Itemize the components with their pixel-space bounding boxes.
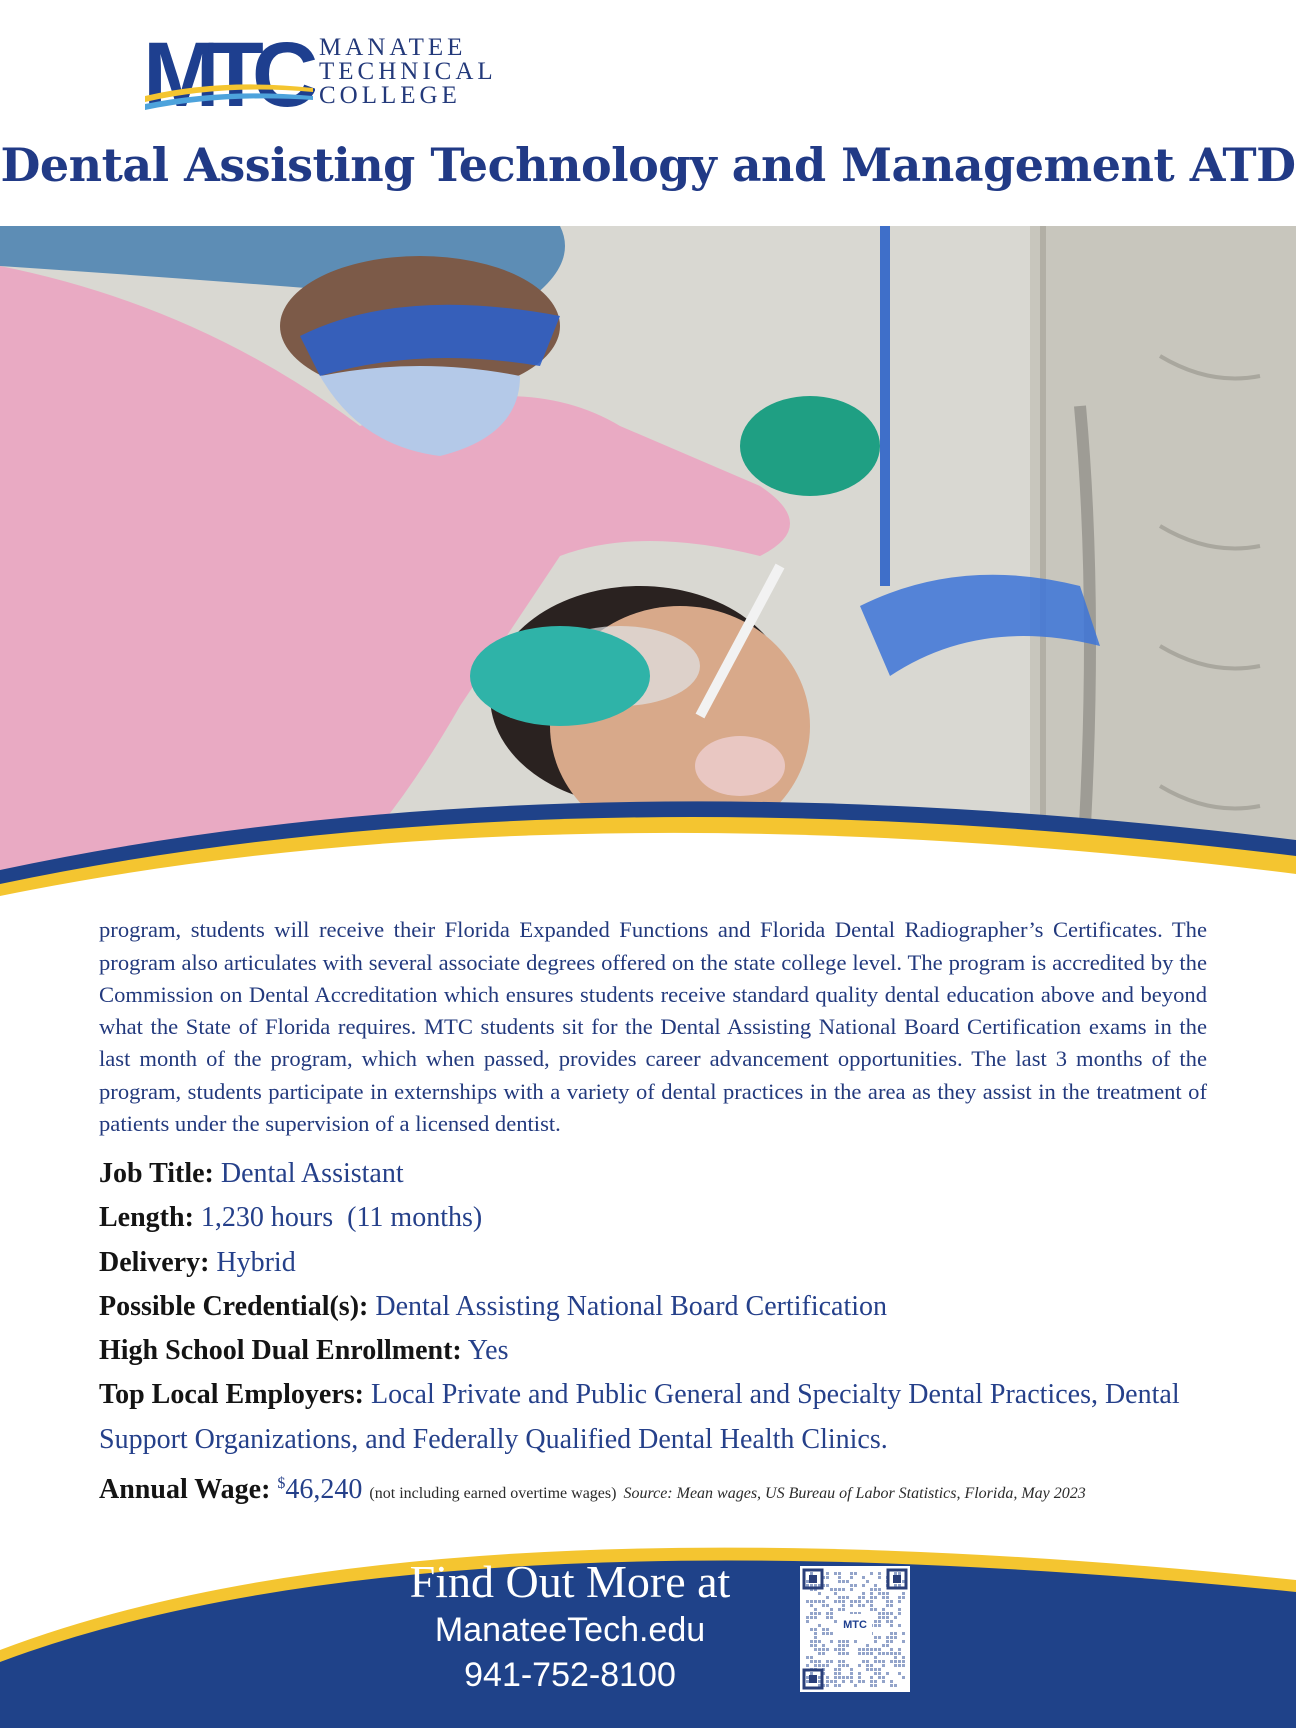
logo-word-2: TECHNICAL (319, 58, 497, 85)
fact-value: Hybrid (216, 1246, 296, 1278)
website-link[interactable]: ManateeTech.edu (434, 1611, 706, 1649)
fact-delivery (99, 1241, 1219, 1285)
fact-employers (99, 1373, 1219, 1462)
mtc-logo (143, 34, 503, 114)
logo-wordmark (319, 36, 509, 108)
page-title: Dental Assisting Technology and Management ATD (0, 138, 1296, 192)
fact-value: 1,230 hours (11 months) (200, 1202, 483, 1234)
fact-label: Length: (99, 1202, 194, 1234)
fact-label: High School Dual Enrollment: (99, 1335, 462, 1367)
phone-number[interactable]: 941-752-8100 (464, 1656, 676, 1694)
program-facts (99, 1152, 1219, 1516)
fact-value: Local Private and Public General and Specialty Dental Practices, Dental Support Organizations, and Federally Qualified Dental Health Clinics. (99, 1379, 1180, 1455)
fact-value: Dental Assistant (220, 1158, 404, 1189)
logo-word-3: COLLEGE (319, 82, 461, 109)
photo-curve (0, 780, 1296, 910)
fact-dual-enrollment (99, 1329, 1219, 1373)
wage-note: (not including earned overtime wages) (369, 1485, 617, 1503)
contact-block (380, 1556, 760, 1698)
logo-word-1: MANATEE (319, 34, 467, 61)
fact-label: Possible Credential(s): (99, 1290, 369, 1322)
fact-value: Yes (467, 1335, 509, 1367)
fact-label: Annual Wage: (99, 1474, 271, 1506)
fact-credential (99, 1285, 1219, 1329)
fact-length (99, 1196, 1219, 1240)
fact-value: 46,240 (285, 1474, 363, 1506)
wage-source: Source: Mean wages, US Bureau of Labor Statistics, Florida, May 2023 (623, 1485, 1086, 1503)
fact-label: Job Title: (99, 1158, 214, 1189)
mtc-logo-mark (143, 34, 315, 110)
program-description: program, students will receive their Florida Expanded Functions and Florida Dental Radiographer’s Certificates. The program also articulates with several associate degrees offered on the state college level. The program is accredited by the Commission on Dental Accreditation which ensures students receive standard quality dental education above and beyond what the State of Florida requires. MTC students sit for the Dental Assisting National Board Certification exams in the last month of the program, which when passed, provides career advancement opportunities. The last 3 months of the program, students participate in externships with a variety of dental practices in the area as they assist in the treatment of patients under the supervision of a licensed dentist. (99, 917, 1207, 1137)
fact-value: Dental Assisting National Board Certification (375, 1290, 888, 1322)
cta-headline: Find Out More at (409, 1556, 731, 1607)
qr-code-icon[interactable] (800, 1566, 910, 1692)
fact-job-title (99, 1152, 1219, 1196)
qr-logo-label: MTC (843, 1619, 867, 1631)
wage-currency: $ (277, 1475, 286, 1493)
logo-letters: MTC (143, 34, 307, 110)
fact-label: Top Local Employers: (99, 1379, 364, 1411)
fact-label: Delivery: (99, 1246, 210, 1278)
